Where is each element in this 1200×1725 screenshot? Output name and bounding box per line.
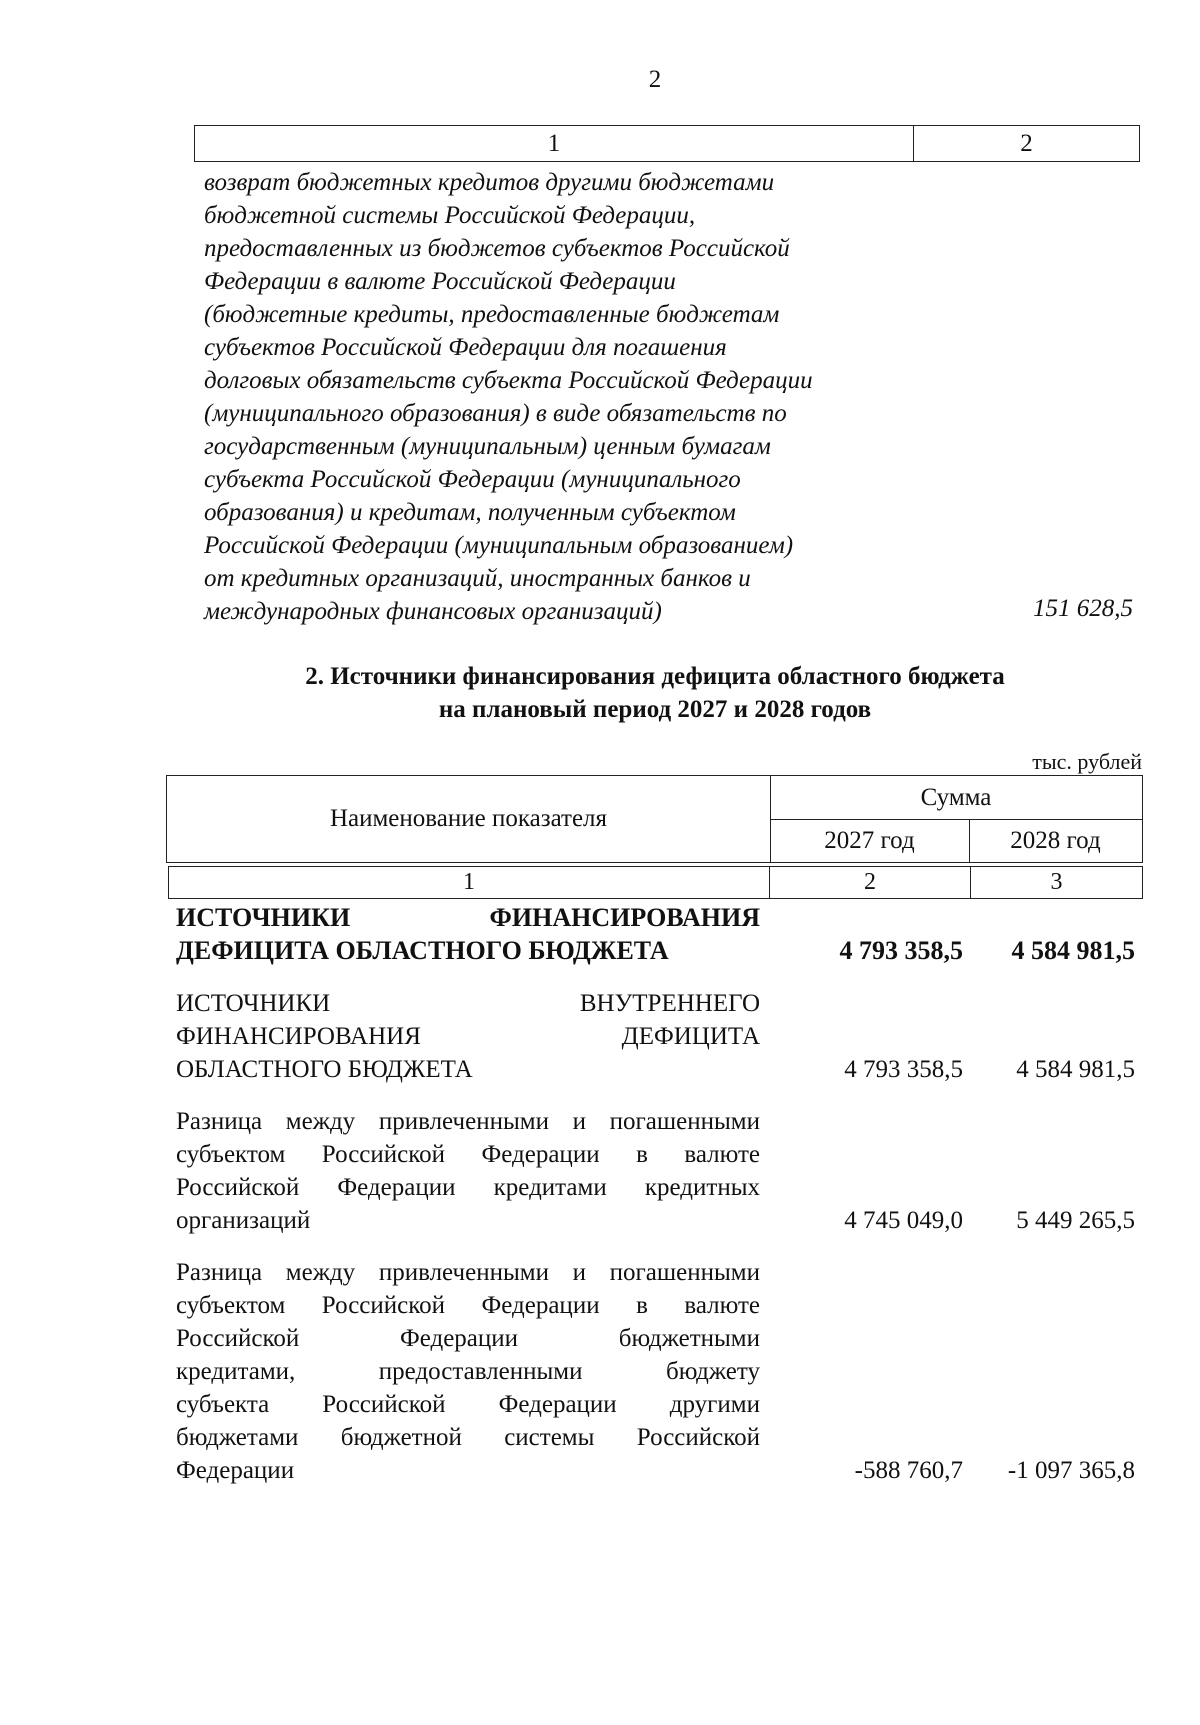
description-line: субъекта Российской Федерации (муниципального: [204, 466, 741, 493]
row-line: кредитами, предоставленными бюджету: [176, 1358, 760, 1385]
section-title-line: 2. Источники финансирования дефицита областного бюджета: [305, 663, 1005, 690]
description-line: долговых обязательств субъекта Российской Федерации: [204, 367, 813, 394]
description-line: предоставленных из бюджетов субъектов Российской: [204, 235, 790, 262]
table-row: [176, 901, 1142, 967]
row-line: Российской Федерации бюджетными: [176, 1325, 760, 1352]
row-line: Разница между привлеченными и погашенными: [176, 1259, 760, 1286]
row-line: организаций: [176, 1207, 311, 1234]
value-2027: -588 760,7: [854, 1457, 963, 1484]
header-year-2027: 2027 год: [770, 819, 970, 862]
row-line: ИСТОЧНИКИ ФИНАНСИРОВАНИЯ: [176, 903, 760, 932]
section-title: [150, 660, 1160, 726]
row-description: [176, 987, 760, 1086]
header-year-2028: 2028 год: [1010, 826, 1101, 854]
description-line: (муниципального образования) в виде обязательств по: [204, 400, 787, 427]
column-number-2: 2: [770, 867, 971, 898]
description-line: (бюджетные кредиты, предоставленные бюджетам: [204, 301, 780, 328]
row-line: ИСТОЧНИКИ ВНУТРЕННЕГО: [176, 990, 760, 1017]
continuation-table-header: [194, 125, 1140, 162]
description-line: международных финансовых организаций): [204, 598, 662, 625]
description-line: субъектов Российской Федерации для погашения: [204, 334, 727, 361]
column-number-3: 3: [1050, 869, 1063, 895]
header-name: Наименование показателя: [167, 776, 771, 862]
value-2028: -1 097 365,8: [1007, 1457, 1135, 1484]
row-line: ОБЛАСТНОГО БЮДЖЕТА: [176, 1056, 473, 1083]
row-description: [176, 1105, 760, 1237]
page-number: 2: [648, 66, 662, 93]
column-number-1: 1: [195, 126, 914, 161]
row-line: бюджетами бюджетной системы Российской: [176, 1424, 760, 1451]
row-description: [176, 901, 760, 967]
row-line: Разница между привлеченными и погашенными: [176, 1108, 760, 1135]
description-line: возврат бюджетных кредитов другими бюджетами: [204, 169, 775, 196]
section-title-line: на плановый период 2027 и 2028 годов: [438, 696, 872, 723]
row-line: субъектом Российской Федерации в валюте: [176, 1292, 760, 1319]
row-line: ДЕФИЦИТА ОБЛАСТНОГО БЮДЖЕТА: [176, 936, 669, 965]
value-2027: 4 793 358,5: [839, 936, 963, 965]
continuation-value: 151 628,5: [1033, 595, 1133, 622]
row-description: [176, 1256, 760, 1487]
value-2028: 4 584 981,5: [1016, 1056, 1135, 1083]
row-line: субъектом Российской Федерации в валюте: [176, 1141, 760, 1168]
table-column-numbers: [168, 866, 1143, 899]
description-line: Федерации в валюте Российской Федерации: [204, 268, 676, 295]
description-line: государственным (муниципальным) ценным бумагам: [204, 433, 771, 460]
header-sum: Сумма: [770, 776, 1142, 820]
row-line: субъекта Российской Федерации другими: [176, 1391, 760, 1418]
table-row: [176, 1105, 1142, 1237]
row-line: Российской Федерации кредитами кредитных: [176, 1174, 760, 1201]
row-line: ФИНАНСИРОВАНИЯ ДЕФИЦИТА: [176, 1023, 760, 1050]
column-number-1: 1: [169, 867, 770, 898]
description-line: от кредитных организаций, иностранных банков и: [204, 565, 751, 592]
value-2028: 5 449 265,5: [1016, 1207, 1135, 1234]
value-2027: 4 793 358,5: [844, 1056, 963, 1083]
value-2027: 4 745 049,0: [844, 1207, 963, 1234]
description-line: образования) и кредитам, полученным субъектом: [204, 499, 736, 526]
table-header: [166, 775, 1143, 863]
units-label: тыс. рублей: [1032, 749, 1142, 774]
value-2028: 4 584 981,5: [1011, 936, 1135, 965]
row-line: Федерации: [176, 1457, 295, 1484]
table-row: [176, 1256, 1142, 1487]
description-line: Российской Федерации (муниципальным образованием): [204, 532, 794, 559]
column-number-2: 2: [1020, 129, 1033, 157]
table-row: [176, 987, 1142, 1086]
continuation-description: [204, 166, 924, 628]
description-line: бюджетной системы Российской Федерации,: [204, 202, 696, 229]
